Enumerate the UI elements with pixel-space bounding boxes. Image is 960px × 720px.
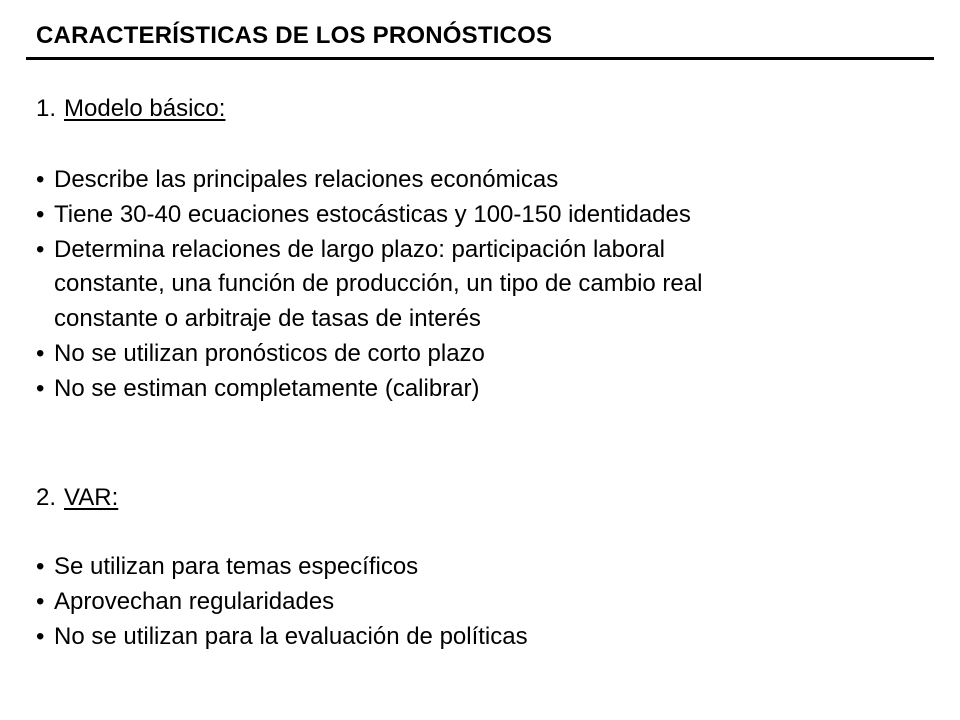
section-2-label: VAR: xyxy=(64,484,119,511)
bullet-dot: • xyxy=(36,201,45,228)
section-1-number: 1. xyxy=(36,95,57,122)
bullet-text: Aprovechan regularidades xyxy=(54,588,335,615)
bullet-text: Describe las principales relaciones económicas xyxy=(54,166,559,193)
bullet-continuation: constante o arbitraje de tasas de interés xyxy=(54,305,481,332)
section-2-number: 2. xyxy=(36,484,57,511)
bullet-dot: • xyxy=(36,375,45,402)
section-1-label: Modelo básico: xyxy=(64,95,226,122)
bullet-dot: • xyxy=(36,166,45,193)
bullet-item xyxy=(36,588,334,616)
bullet-text: Determina relaciones de largo plazo: participación laboral xyxy=(54,236,666,263)
slide-title: CARACTERÍSTICAS DE LOS PRONÓSTICOS xyxy=(36,22,553,49)
bullet-dot: • xyxy=(36,553,45,580)
bullet-dot: • xyxy=(36,623,45,650)
bullet-item xyxy=(36,236,665,264)
bullet-text: Tiene 30-40 ecuaciones estocásticas y 100-150 identidades xyxy=(54,201,691,228)
bullet-continuation: constante, una función de producción, un tipo de cambio real xyxy=(54,270,703,297)
bullet-text: No se utilizan pronósticos de corto plazo xyxy=(54,340,485,367)
bullet-item xyxy=(36,166,558,194)
section-1-heading xyxy=(36,95,225,123)
bullet-dot: • xyxy=(36,588,45,615)
bullet-text: No se estiman completamente (calibrar) xyxy=(54,375,480,402)
bullet-dot: • xyxy=(36,236,45,263)
bullet-text: No se utilizan para la evaluación de políticas xyxy=(54,623,528,650)
section-2-heading xyxy=(36,484,118,512)
bullet-item xyxy=(36,623,528,651)
title-divider xyxy=(26,57,934,60)
bullet-item xyxy=(36,553,418,581)
bullet-dot: • xyxy=(36,340,45,367)
bullet-item xyxy=(36,340,485,368)
bullet-item xyxy=(36,375,480,403)
bullet-item xyxy=(36,201,691,229)
bullet-text: Se utilizan para temas específicos xyxy=(54,553,419,580)
